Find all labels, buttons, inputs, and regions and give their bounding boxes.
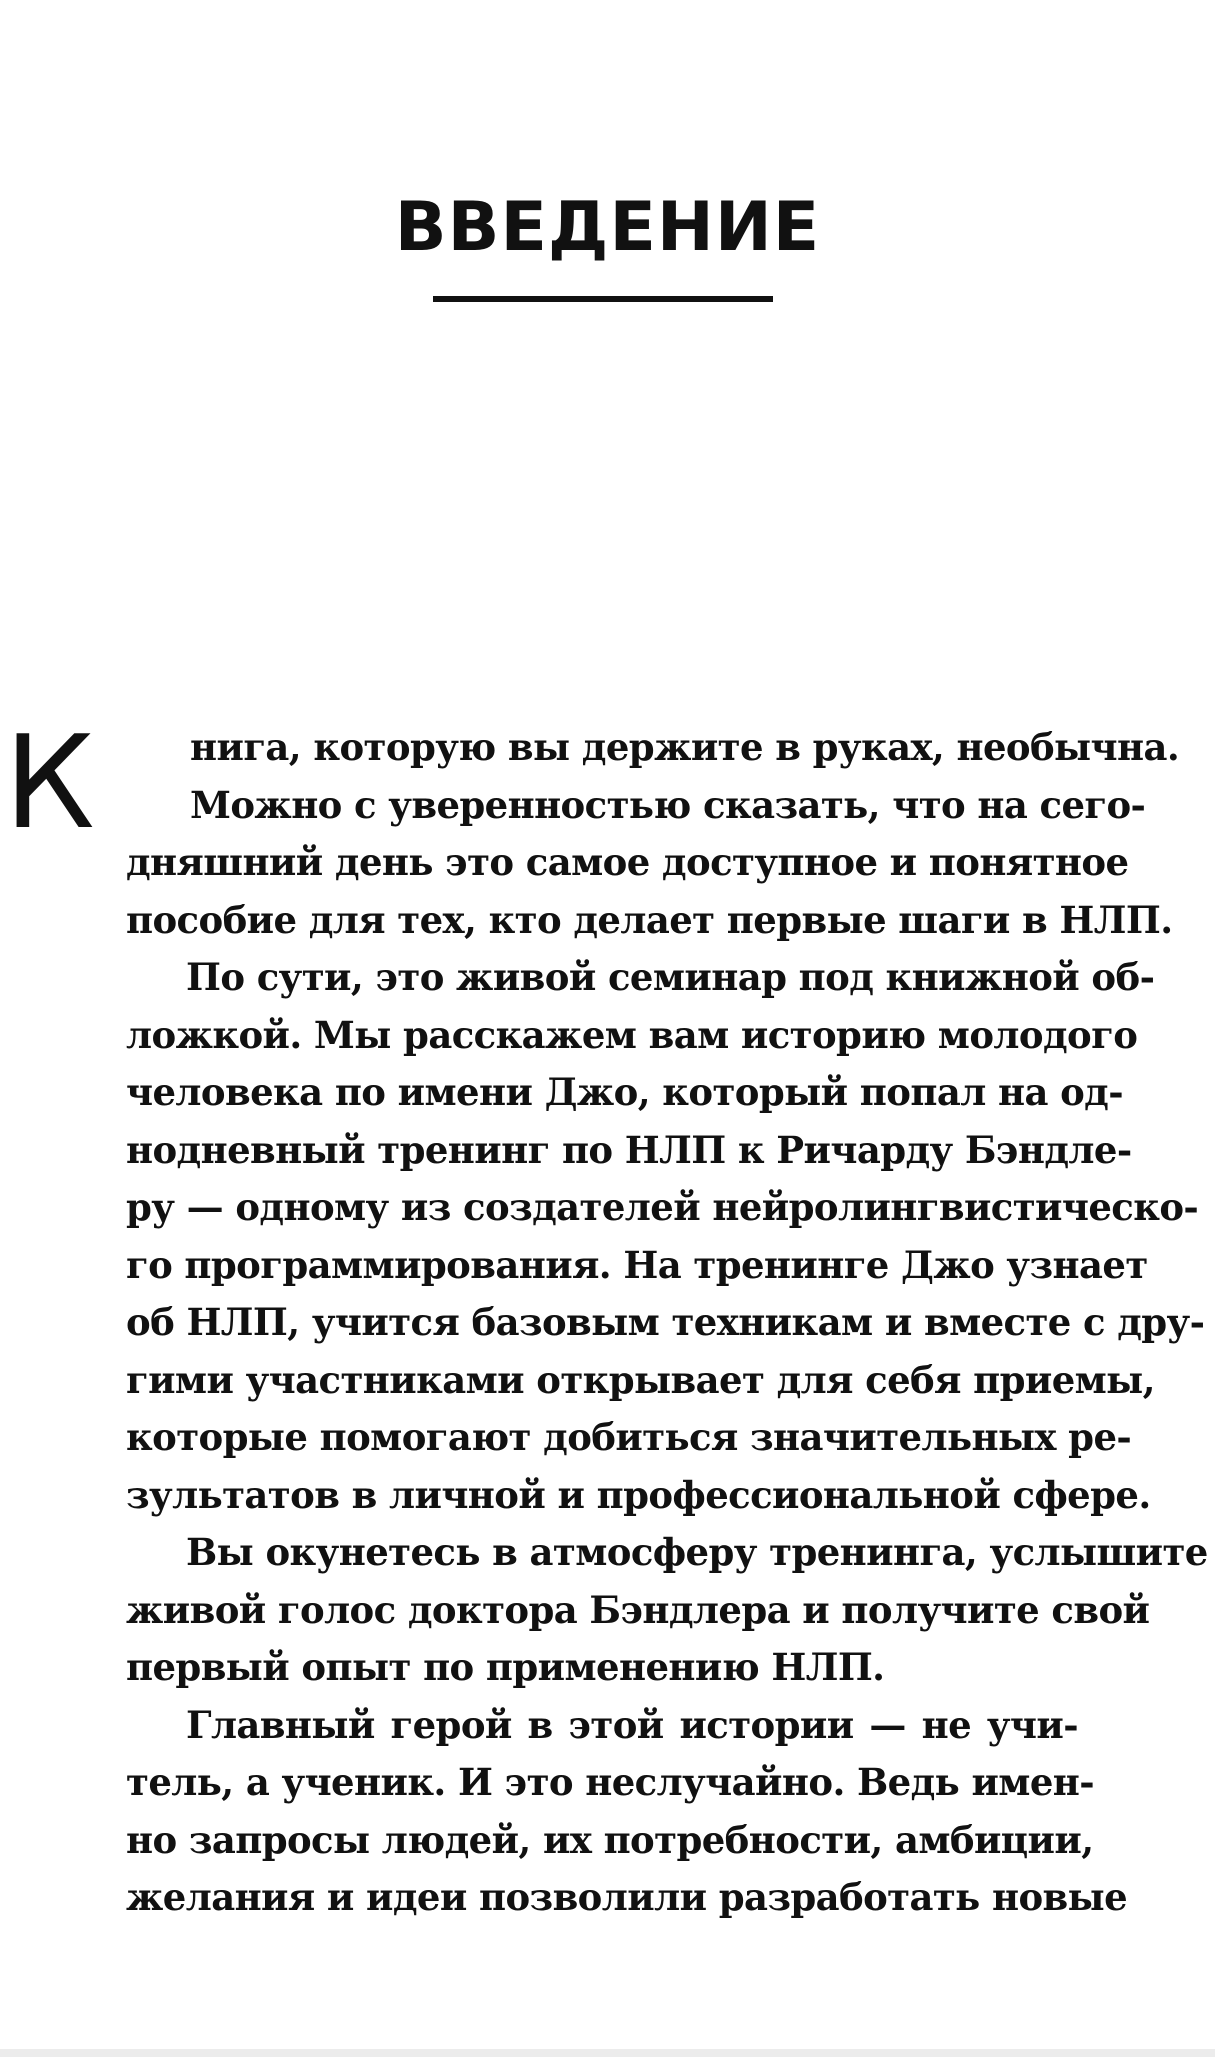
text-line: тель, а ученик. И это неслучайно. Ведь имен- xyxy=(126,1760,1095,1804)
text-line: об НЛП, учится базовым техникам и вместе с дру- xyxy=(126,1300,1205,1344)
drop-cap: К xyxy=(4,709,95,858)
text-line: ру — одному из создателей нейролингвистическо- xyxy=(126,1185,1199,1229)
chapter-body xyxy=(126,719,1208,1927)
text-line: живой голос доктора Бэндлера и получите свой xyxy=(126,1587,1150,1632)
text-line: нига, которую вы держите в руках, необычна. xyxy=(190,725,1180,769)
text-line: Главный герой в этой истории — не учи- xyxy=(186,1702,1078,1747)
text-line: гими участниками открывает для себя приемы, xyxy=(126,1357,1155,1402)
text-line: пособие для тех, кто делает первые шаги в НЛП. xyxy=(126,897,1173,942)
text-line: дняшний день это самое доступное и понятное xyxy=(126,840,1129,884)
text-line: человека по имени Джо, который попал на од- xyxy=(126,1070,1123,1114)
text-line: Можно с уверенностью сказать, что на сего- xyxy=(190,782,1146,827)
text-line: зультатов в личной и профессиональной сфере. xyxy=(126,1472,1151,1517)
text-line: Вы окунетесь в атмосферу тренинга, услышите xyxy=(186,1530,1208,1574)
text-line: нодневный тренинг по НЛП к Ричарду Бэндле- xyxy=(126,1127,1132,1172)
page-edge xyxy=(0,2049,1215,2057)
text-line: По сути, это живой семинар под книжной об- xyxy=(186,955,1155,999)
text-line: го программирования. На тренинге Джо узнает xyxy=(126,1242,1148,1287)
chapter-title: ВВЕДЕНИЕ xyxy=(394,188,821,267)
text-line: первый опыт по применению НЛП. xyxy=(126,1645,885,1689)
text-line: которые помогают добиться значительных ре- xyxy=(126,1415,1132,1459)
text-line: ложкой. Мы расскажем вам историю молодого xyxy=(126,1012,1138,1057)
title-underline xyxy=(433,296,773,302)
text-line: но запросы людей, их потребности, амбиции, xyxy=(126,1817,1094,1862)
text-line: желания и идеи позволили разработать новые xyxy=(126,1875,1128,1919)
